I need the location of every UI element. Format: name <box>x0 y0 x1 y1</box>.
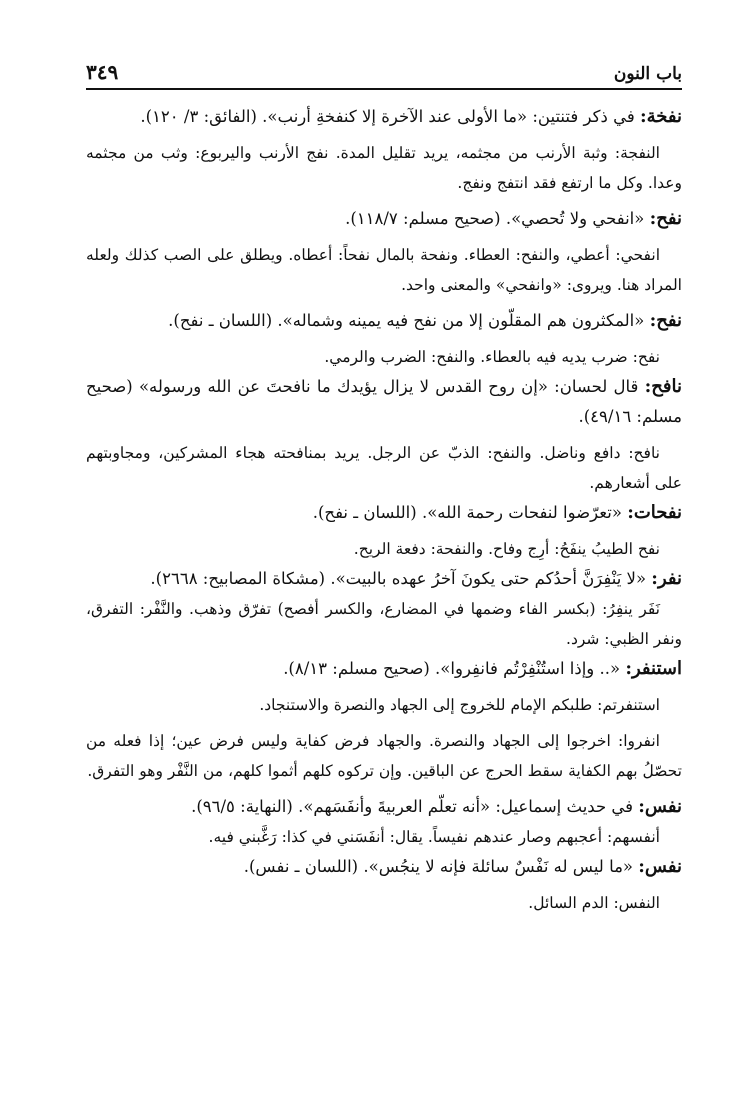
headword: نفخة: <box>639 106 682 127</box>
entry-text: في حديث إسماعيل: «أنه تعلّم العربيةَ وأنفَسَهم». (النهاية: ٩٦/٥). <box>191 797 639 816</box>
entry-text: قال لحسان: «إن روح القدس لا يزال يؤيدك ما نافحتَ عن الله ورسوله» (صحيح مسلم: ٤٩/١٦). <box>86 377 682 426</box>
headword: نفحات: <box>627 502 682 523</box>
entry-nafahat <box>86 498 682 528</box>
definition: انفروا: اخرجوا إلى الجهاد والنصرة. والجهاد فرض كفاية وليس فرض عين؛ إذا فعله من تحصّلُ بهم الكفاية سقط الحرج عن الباقين. وإن تركوه كلهم أثموا كلهم، من النَّفْر وهو التفرق. <box>86 732 682 780</box>
entry-text: «.. وإذا استُنْفِرْتُم فانفِروا». (صحيح مسلم: ٨/١٣). <box>283 659 626 678</box>
headword: نفح: <box>649 310 682 331</box>
headword: نافح: <box>644 376 682 397</box>
entry-nafkha <box>86 102 682 132</box>
entry-nafs-2 <box>86 852 682 882</box>
entry-nafah <box>86 372 682 432</box>
headword: نفس: <box>638 796 682 817</box>
definition: نفح: ضرب يديه فيه بالعطاء. والنفح: الضرب والرمي. <box>324 348 660 366</box>
entry-nafh-2 <box>86 306 682 336</box>
entry-text: في ذكر فتنتين: «ما الأولى عند الآخرة إلا كنفخةِ أرنب». (الفائق: ٣/ ١٢٠). <box>140 107 640 126</box>
page-body <box>86 102 682 918</box>
entry-text: «ما ليس له نَفْسٌ سائلة فإنه لا ينجُس». (اللسان ـ نفس). <box>243 857 639 876</box>
entry-nafh-1 <box>86 204 682 234</box>
entry-nafar <box>86 564 682 594</box>
headword: استنفر: <box>625 658 682 679</box>
definition: نافح: دافع وناضل. والنفح: الذبّ عن الرجل. يريد بمنافحته هجاء المشركين، ومجاوبتهم على أشعارهم. <box>86 444 682 492</box>
entry-text: «تعرّضوا لنفحات رحمة الله». (اللسان ـ نفح). <box>312 503 628 522</box>
definition: نفح الطيبُ ينفَحُ: أرِج وفاح. والنفحة: دفعة الريح. <box>353 540 660 558</box>
entry-istanfar <box>86 654 682 684</box>
page-number: ٣٤٩ <box>86 60 119 84</box>
definition: أنفسهم: أعجبهم وصار عندهم نفيساً. يقال: أنفَسَني في كذا: رَغَّبني فيه. <box>208 828 660 846</box>
definition: نَفَر ينفِرُ: (بكسر الفاء وضمها في المضارع، والكسر أفصح) تفرّق وذهب. والنَّفْر: التفرق، ونفر الظبي: شرد. <box>86 600 682 648</box>
definition: النفس: الدم السائل. <box>528 894 660 912</box>
chapter-title: باب النون <box>613 64 682 84</box>
headword: نفر: <box>651 568 682 589</box>
definition: استنفرتم: طلبكم الإمام للخروج إلى الجهاد والنصرة والاستنجاد. <box>259 696 660 714</box>
entry-text: «انفحي ولا تُحصي». (صحيح مسلم: ١١٨/٧). <box>345 209 650 228</box>
definition: النفجة: وثبة الأرنب من مجثمه، يريد تقليل المدة. نفج الأرنب واليربوع: وثب من مجثمه وعدا. وكل ما ارتفع فقد انتفج ونفج. <box>86 144 682 192</box>
headword: نفس: <box>638 856 682 877</box>
entry-text: «المكثرون هم المقلّون إلا من نفح فيه يمينه وشماله». (اللسان ـ نفح). <box>168 311 650 330</box>
entry-text: «لا يَنْفِرَنَّ أحدُكم حتى يكونَ آخرُ عهده بالبيت». (مشكاة المصابيح: ٢٦٦٨). <box>150 569 652 588</box>
headword: نفح: <box>649 208 682 229</box>
page-header <box>86 60 682 90</box>
entry-nafs-1 <box>86 792 682 822</box>
definition: انفحي: أعطي، والنفح: العطاء. ونفحة بالمال نفحاً: أعطاه. ويطلق على الصب كذلك ولعله المراد هنا. ويروى: «وانفحي» والمعنى واحد. <box>86 246 682 294</box>
